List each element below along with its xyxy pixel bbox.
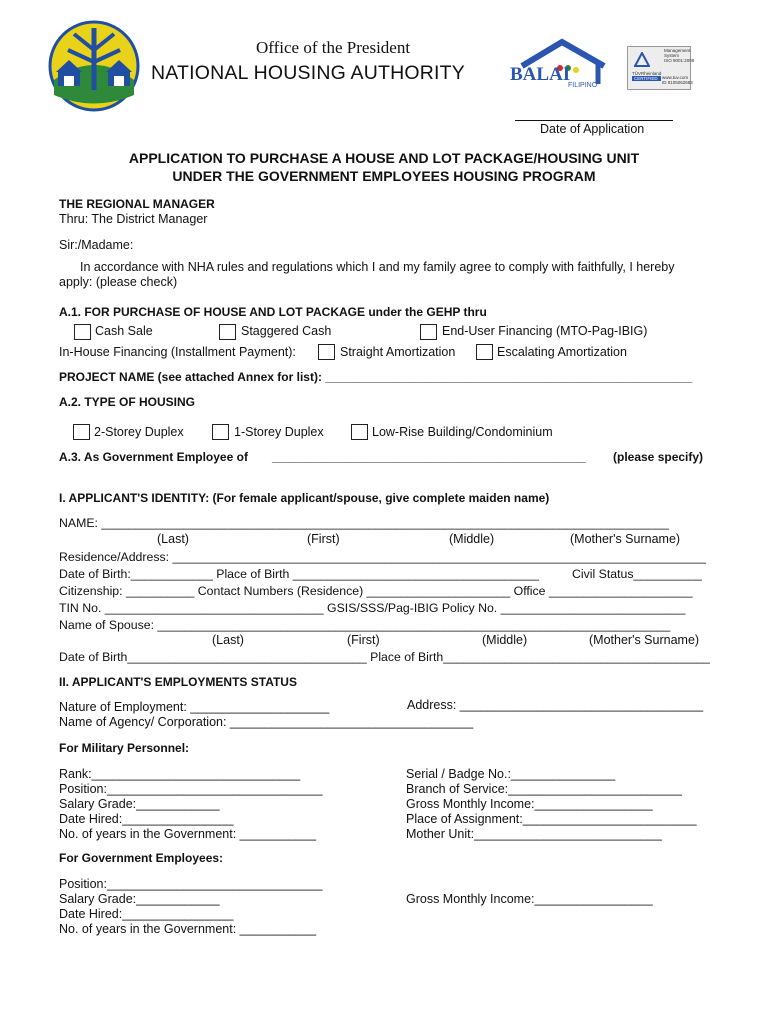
military-income-field[interactable]: Gross Monthly Income:_________________ bbox=[406, 797, 653, 811]
nha-logo bbox=[44, 20, 144, 112]
cert-line: Management bbox=[664, 48, 691, 53]
escalating-amortization-checkbox[interactable] bbox=[476, 344, 493, 360]
tuv-icon bbox=[634, 52, 650, 68]
military-salary-grade-field[interactable]: Salary Grade:____________ bbox=[59, 797, 220, 811]
branch-of-service-field[interactable]: Branch of Service:_________________________ bbox=[406, 782, 682, 796]
spouse-sub-mothers-surname: (Mother's Surname) bbox=[589, 633, 700, 647]
name-sub-first: (First) bbox=[307, 532, 340, 546]
gov-position-field[interactable]: Position:_______________________________ bbox=[59, 877, 323, 891]
section-a2-heading: A.2. TYPE OF HOUSING bbox=[59, 395, 196, 409]
straight-amortization-checkbox[interactable] bbox=[318, 344, 335, 360]
name-sub-last: (Last) bbox=[157, 532, 189, 546]
gov-date-hired-field[interactable]: Date Hired:________________ bbox=[59, 907, 234, 921]
civil-status-field[interactable]: Civil Status__________ bbox=[572, 567, 702, 581]
date-of-application-field[interactable] bbox=[515, 120, 673, 121]
balai-text: BALAI bbox=[510, 64, 571, 85]
end-user-financing-label: End-User Financing (MTO-Pag-IBIG) bbox=[442, 324, 648, 338]
spouse-sub-last: (Last) bbox=[212, 633, 244, 647]
form-title-line2: UNDER THE GOVERNMENT EMPLOYEES HOUSING PROGRAM bbox=[172, 168, 596, 184]
end-user-financing-checkbox[interactable] bbox=[420, 324, 437, 340]
salutation: Sir:/Madame: bbox=[59, 238, 134, 252]
military-position-field[interactable]: Position:_______________________________ bbox=[59, 782, 323, 796]
two-storey-duplex-checkbox[interactable] bbox=[73, 424, 90, 440]
straight-amortization-label: Straight Amortization bbox=[340, 345, 456, 359]
place-of-assignment-field[interactable]: Place of Assignment:_________________________ bbox=[406, 812, 697, 826]
one-storey-duplex-checkbox[interactable] bbox=[212, 424, 229, 440]
section-2-heading: II. APPLICANT'S EMPLOYMENTS STATUS bbox=[59, 675, 297, 689]
addressee-thru: Thru: The District Manager bbox=[59, 212, 208, 226]
please-specify-note: (please specify) bbox=[613, 450, 704, 464]
spouse-name-field[interactable]: Name of Spouse: ___________________________________________________________________________ bbox=[59, 618, 671, 632]
gov-income-field[interactable]: Gross Monthly Income:_________________ bbox=[406, 892, 653, 906]
gov-years-field[interactable]: No. of years in the Government: ___________ bbox=[59, 922, 317, 936]
tin-policy-field[interactable]: TIN No. ________________________________ GSIS/SSS/Pag-IBIG Policy No. ___________________________ bbox=[59, 601, 686, 615]
military-rank-field[interactable]: Rank:______________________________ bbox=[59, 767, 301, 781]
name-field[interactable]: NAME: ___________________________________________________________________________________ bbox=[59, 516, 669, 530]
two-storey-duplex-label: 2-Storey Duplex bbox=[94, 425, 184, 439]
military-years-field[interactable]: No. of years in the Government: ___________ bbox=[59, 827, 317, 841]
section-a1-heading: A.1. FOR PURCHASE OF HOUSE AND LOT PACKAGE under the GEHP thru bbox=[59, 305, 487, 319]
employment-address-field[interactable]: Address: ___________________________________ bbox=[407, 698, 704, 712]
government-employer-field[interactable]: _______________________________________________ bbox=[272, 450, 586, 464]
agency-name-field[interactable]: Name of Agency/ Corporation: ___________________________________ bbox=[59, 715, 474, 729]
military-personnel-heading: For Military Personnel: bbox=[59, 741, 190, 755]
staggered-cash-label: Staggered Cash bbox=[241, 324, 332, 338]
lowrise-building-label: Low-Rise Building/Condominium bbox=[372, 425, 553, 439]
inhouse-financing-label: In-House Financing (Installment Payment): bbox=[59, 345, 296, 359]
office-title: Office of the President bbox=[256, 38, 411, 57]
military-date-hired-field[interactable]: Date Hired:________________ bbox=[59, 812, 234, 826]
cert-line: www.tuv.com bbox=[662, 75, 689, 80]
nature-of-employment-field[interactable]: Nature of Employment: ____________________ bbox=[59, 700, 330, 714]
cert-line: ID 9105062683 bbox=[662, 80, 693, 85]
cash-sale-label: Cash Sale bbox=[95, 324, 153, 338]
balai-logo bbox=[508, 38, 616, 94]
one-storey-duplex-label: 1-Storey Duplex bbox=[234, 425, 324, 439]
intro-text-line2: apply: (please check) bbox=[59, 275, 178, 289]
section-a3-label: A.3. As Government Employee of bbox=[59, 450, 248, 464]
agency-title: NATIONAL HOUSING AUTHORITY bbox=[151, 62, 465, 84]
residence-field[interactable]: Residence/Address: ______________________________________________________________________________ bbox=[59, 550, 706, 564]
spouse-sub-middle: (Middle) bbox=[482, 633, 528, 647]
government-employees-heading: For Government Employees: bbox=[59, 851, 224, 865]
section-1-heading: I. APPLICANT'S IDENTITY: (For female applicant/spouse, give complete maiden name) bbox=[59, 491, 550, 505]
project-name-field[interactable]: PROJECT NAME (see attached Annex for list): _______________________________________________________ bbox=[59, 370, 693, 384]
cash-sale-checkbox[interactable] bbox=[74, 324, 91, 340]
form-title-line1: APPLICATION TO PURCHASE A HOUSE AND LOT PACKAGE/HOUSING UNIT bbox=[128, 150, 640, 166]
intro-text-line1: In accordance with NHA rules and regulations which I and my family agree to comply with faithfully, I hereby bbox=[80, 260, 675, 274]
name-sub-mothers-surname: (Mother's Surname) bbox=[570, 532, 681, 546]
cert-line: System bbox=[664, 53, 680, 58]
balai-sub: FILIPINO bbox=[568, 82, 598, 89]
staggered-cash-checkbox[interactable] bbox=[219, 324, 236, 340]
name-sub-middle: (Middle) bbox=[449, 532, 495, 546]
cert-line: CERTIFIED bbox=[632, 76, 661, 81]
spouse-sub-first: (First) bbox=[347, 633, 380, 647]
addressee-title: THE REGIONAL MANAGER bbox=[59, 197, 215, 211]
spouse-dob-field[interactable]: Date of Birth___________________________________ Place of Birth_______________________________________ bbox=[59, 650, 710, 664]
escalating-amortization-label: Escalating Amortization bbox=[497, 345, 627, 359]
iso-certification-badge bbox=[627, 46, 695, 90]
serial-badge-field[interactable]: Serial / Badge No.:_______________ bbox=[406, 767, 616, 781]
gov-salary-grade-field[interactable]: Salary Grade:____________ bbox=[59, 892, 220, 906]
date-of-application-label: Date of Application bbox=[540, 122, 645, 136]
lowrise-building-checkbox[interactable] bbox=[351, 424, 368, 440]
date-place-of-birth-field[interactable]: Date of Birth:____________ Place of Birth ____________________________________ bbox=[59, 567, 539, 581]
mother-unit-field[interactable]: Mother Unit:___________________________ bbox=[406, 827, 662, 841]
cert-line: TÜVRheinland bbox=[632, 71, 662, 76]
cert-line: ISO 9001:2008 bbox=[664, 58, 695, 63]
citizenship-contact-field[interactable]: Citizenship: __________ Contact Numbers (Residence) _____________________ Office _____________________ bbox=[59, 584, 693, 598]
